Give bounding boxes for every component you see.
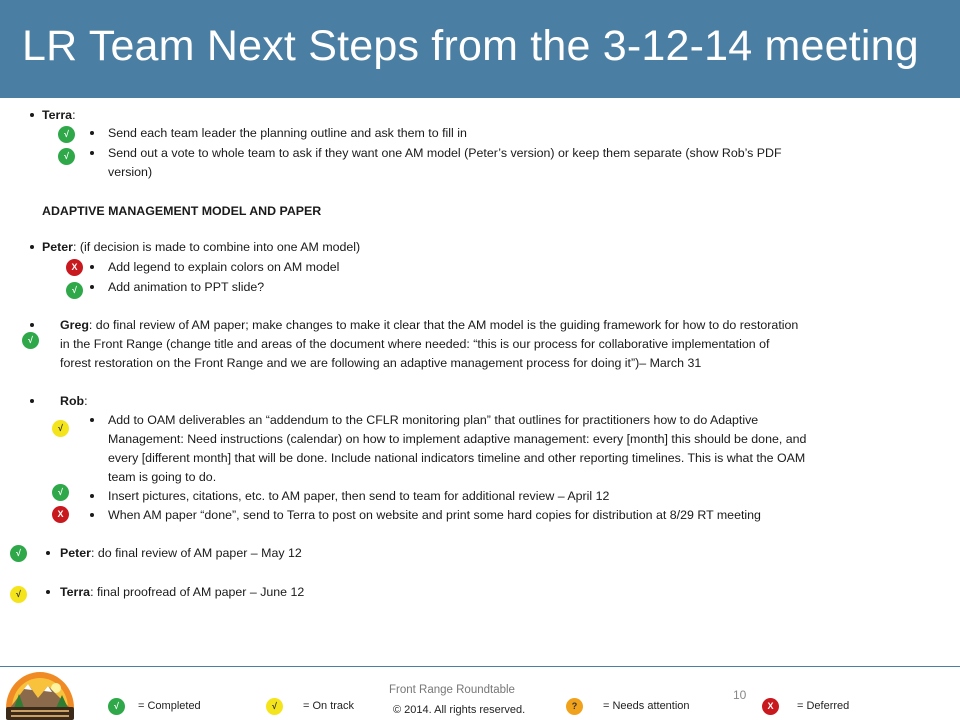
status-badge-completed: √ xyxy=(22,332,39,349)
greg-task xyxy=(60,316,798,335)
bullet xyxy=(46,551,50,555)
task-item: Add to OAM deliverables an “addendum to the CFLR monitoring plan” that outlines for practitioners how to do Adaptive xyxy=(108,413,759,427)
assignee-suffix: : xyxy=(72,108,76,122)
roundtable-logo-icon xyxy=(4,668,76,720)
task-item: Insert pictures, citations, etc. to AM paper, then send to team for additional review – April 12 xyxy=(108,489,610,503)
task-item-continued: forest restoration on the Front Range and we are following an adaptive management process for doing it”)– March 31 xyxy=(60,356,702,370)
bullet xyxy=(90,131,94,135)
task-item-continued: every [different month] that will be done. Include national indicators timeline and other reporting timelines. This is what the OAM xyxy=(108,451,806,465)
legend-badge-completed: √ xyxy=(108,698,125,715)
status-badge-completed: √ xyxy=(10,545,27,562)
legend-label-deferred: = Deferred xyxy=(797,700,850,712)
legend-label-needs-attention: = Needs attention xyxy=(603,700,690,712)
bullet xyxy=(30,113,34,117)
legend-badge-on-track: √ xyxy=(266,698,283,715)
status-badge-on-track: √ xyxy=(10,586,27,603)
bullet xyxy=(30,323,34,327)
task-text: : do final review of AM paper – May 12 xyxy=(91,546,302,560)
assignee-name: Terra xyxy=(60,585,91,599)
assignee-name: Peter xyxy=(42,240,73,254)
peter-header xyxy=(42,238,360,257)
assignee-name: Greg xyxy=(60,318,89,332)
task-item: Send out a vote to whole team to ask if they want one AM model (Peter’s version) or keep them separate (show Rob’s PDF xyxy=(108,146,782,160)
title-bar xyxy=(0,0,960,98)
assignee-suffix: : xyxy=(84,394,88,408)
rob-header xyxy=(60,392,88,411)
task-item: When AM paper “done”, send to Terra to post on website and print some hard copies for distribution at 8/29 RT meeting xyxy=(108,508,761,522)
task-item-continued: in the Front Range (change title and areas of the document where needed: “this is our process for collaborative implementation of xyxy=(60,337,770,351)
assignee-name: Terra xyxy=(42,108,73,122)
page-number: 10 xyxy=(733,688,747,702)
slide-content xyxy=(0,102,960,662)
peter-final-review xyxy=(60,544,302,563)
bullet xyxy=(90,513,94,517)
status-badge-completed: √ xyxy=(66,282,83,299)
legend-badge-deferred: X xyxy=(762,698,779,715)
status-badge-completed: √ xyxy=(58,148,75,165)
section-heading: ADAPTIVE MANAGEMENT MODEL AND PAPER xyxy=(42,204,322,218)
assignee-suffix: : (if decision is made to combine into one AM model) xyxy=(73,240,361,254)
assignee-name: Peter xyxy=(60,546,91,560)
bullet xyxy=(46,590,50,594)
status-badge-completed: √ xyxy=(52,484,69,501)
task-item-continued: version) xyxy=(108,165,153,179)
bullet xyxy=(30,245,34,249)
status-badge-on-track: √ xyxy=(52,420,69,437)
terra-proofread xyxy=(60,583,304,602)
slide-title: LR Team Next Steps from the 3-12-14 meeting xyxy=(22,22,919,70)
task-item: Add legend to explain colors on AM model xyxy=(108,260,340,274)
bullet xyxy=(90,418,94,422)
terra-header xyxy=(42,106,76,125)
footer-divider xyxy=(0,666,960,667)
footer-org: Front Range Roundtable xyxy=(389,684,515,696)
task-item-continued: Management: Need instructions (calendar) on how to implement adaptive management: every [month] this should be done, and xyxy=(108,432,807,446)
status-badge-deferred: X xyxy=(66,259,83,276)
assignee-name: Rob xyxy=(60,394,85,408)
task-text: : do final review of AM paper; make changes to make it clear that the AM model is the guiding framework for how to do restoration xyxy=(88,318,799,332)
legend-badge-needs-attention: ? xyxy=(566,698,583,715)
bullet xyxy=(30,399,34,403)
bullet xyxy=(90,285,94,289)
task-item: Add animation to PPT slide? xyxy=(108,280,265,294)
task-item-continued: team is going to do. xyxy=(108,470,217,484)
legend-label-on-track: = On track xyxy=(303,700,355,712)
status-badge-deferred: X xyxy=(52,506,69,523)
task-text: : final proofread of AM paper – June 12 xyxy=(90,585,305,599)
bullet xyxy=(90,494,94,498)
status-badge-completed: √ xyxy=(58,126,75,143)
task-item: Send each team leader the planning outline and ask them to fill in xyxy=(108,126,467,140)
bullet xyxy=(90,151,94,155)
legend-label-completed: = Completed xyxy=(138,700,201,712)
bullet xyxy=(90,265,94,269)
footer-copyright: © 2014. All rights reserved. xyxy=(393,704,526,716)
